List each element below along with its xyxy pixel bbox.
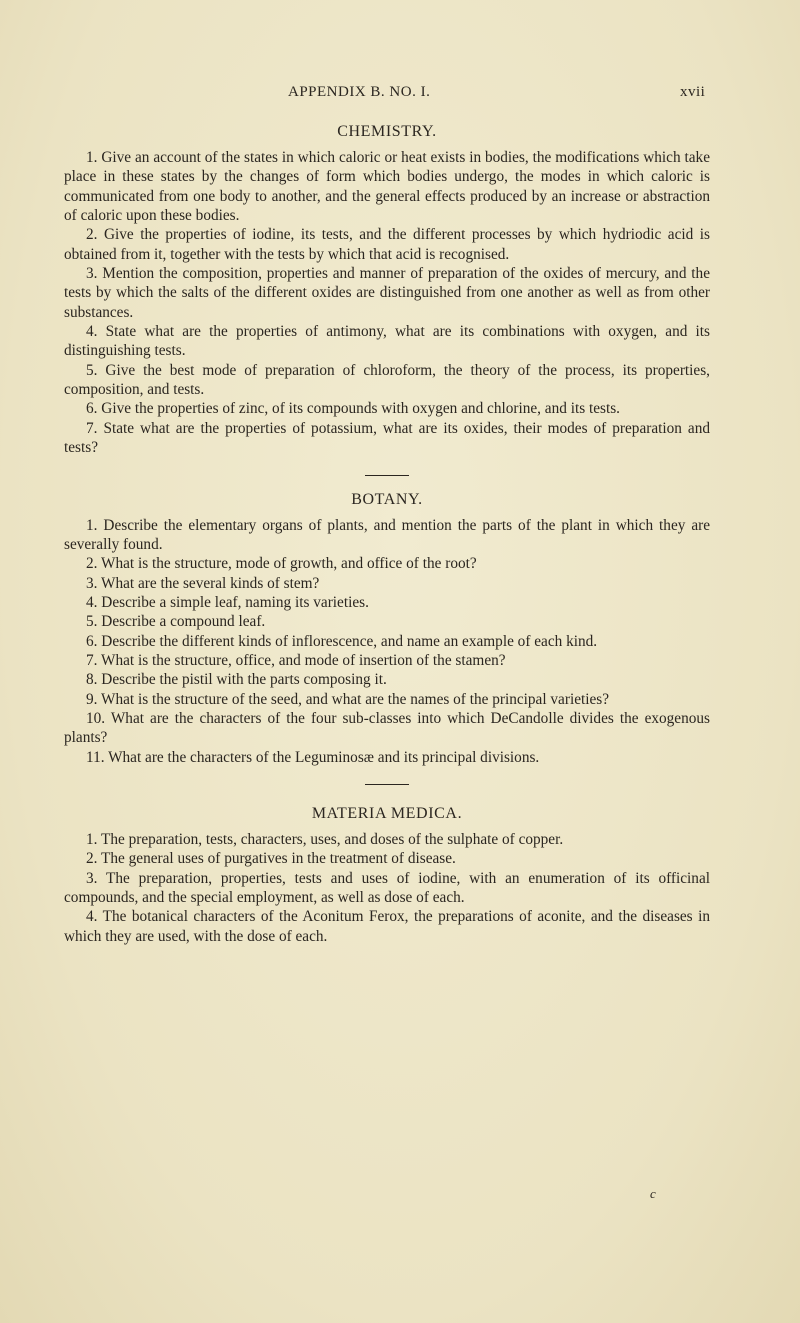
section-divider	[365, 475, 409, 476]
section-materia-medica	[64, 804, 710, 946]
question: 6. Describe the different kinds of inflorescence, and name an example of each kind.	[86, 632, 598, 650]
question: 9. What is the structure of the seed, and what are the names of the principal varieties?	[86, 690, 610, 708]
question: 1. Give an account of the states in which caloric or heat exists in bodies, the modifications which take place in these states by the changes of form which bodies undergo, the modes in which caloric is communicated from one body to another, and the general effects produced by an increase or abstraction of caloric upon these bodies.	[64, 149, 710, 225]
section-title: BOTANY.	[351, 490, 423, 508]
section-divider	[365, 784, 409, 785]
question: 2. The general uses of purgatives in the treatment of disease.	[86, 850, 456, 868]
question: 8. Describe the pistil with the parts composing it.	[86, 671, 387, 689]
question: 4. Describe a simple leaf, naming its varieties.	[86, 593, 369, 611]
question: 1. The preparation, tests, characters, uses, and doses of the sulphate of copper.	[86, 830, 564, 848]
section-botany	[64, 490, 710, 767]
question: 5. Describe a compound leaf.	[86, 613, 266, 631]
question: 1. Describe the elementary organs of plants, and mention the parts of the plant in which they are severally found.	[64, 516, 710, 553]
section-title: MATERIA MEDICA.	[311, 804, 463, 822]
section-chemistry	[64, 122, 710, 458]
question: 3. Mention the composition, properties and manner of preparation of the oxides of mercury, and the tests by which the salts of the different oxides are distinguished from one another as well as from other substances.	[64, 265, 710, 321]
question: 2. What is the structure, mode of growth, and office of the root?	[86, 555, 477, 573]
page-header	[0, 84, 800, 108]
question: 10. What are the characters of the four sub-classes into which DeCandolle divides the exogenous plants?	[64, 709, 710, 747]
page-number: xvii	[680, 84, 706, 100]
signature-mark: c	[650, 1186, 656, 1201]
question: 5. Give the best mode of preparation of chloroform, the theory of the process, its properties, composition, and tests.	[64, 361, 710, 399]
running-title: APPENDIX B. NO. I.	[288, 84, 431, 100]
question: 11. What are the characters of the Leguminosæ and its principal divisions.	[86, 748, 540, 766]
page-content	[64, 122, 710, 946]
question: 6. Give the properties of zinc, of its compounds with oxygen and chlorine, and its tests.	[86, 400, 621, 418]
question: 4. State what are the properties of antimony, what are its combinations with oxygen, and its distinguishing tests.	[64, 323, 710, 360]
section-title: CHEMISTRY.	[337, 123, 437, 140]
question: 7. What is the structure, office, and mode of insertion of the stamen?	[86, 651, 506, 669]
question: 7. State what are the properties of potassium, what are its oxides, their modes of preparation and tests?	[64, 419, 710, 457]
question: 4. The botanical characters of the Aconitum Ferox, the preparations of aconite, and the diseases in which they are used, with the dose of each.	[64, 908, 710, 945]
question: 3. What are the several kinds of stem?	[86, 574, 320, 592]
question: 2. Give the properties of iodine, its tests, and the different processes by which hydriodic acid is obtained from it, together with the tests by which that acid is recognised.	[64, 226, 710, 263]
question: 3. The preparation, properties, tests and uses of iodine, with an enumeration of its officinal compounds, and the special employment, as well as dose of each.	[64, 869, 710, 906]
